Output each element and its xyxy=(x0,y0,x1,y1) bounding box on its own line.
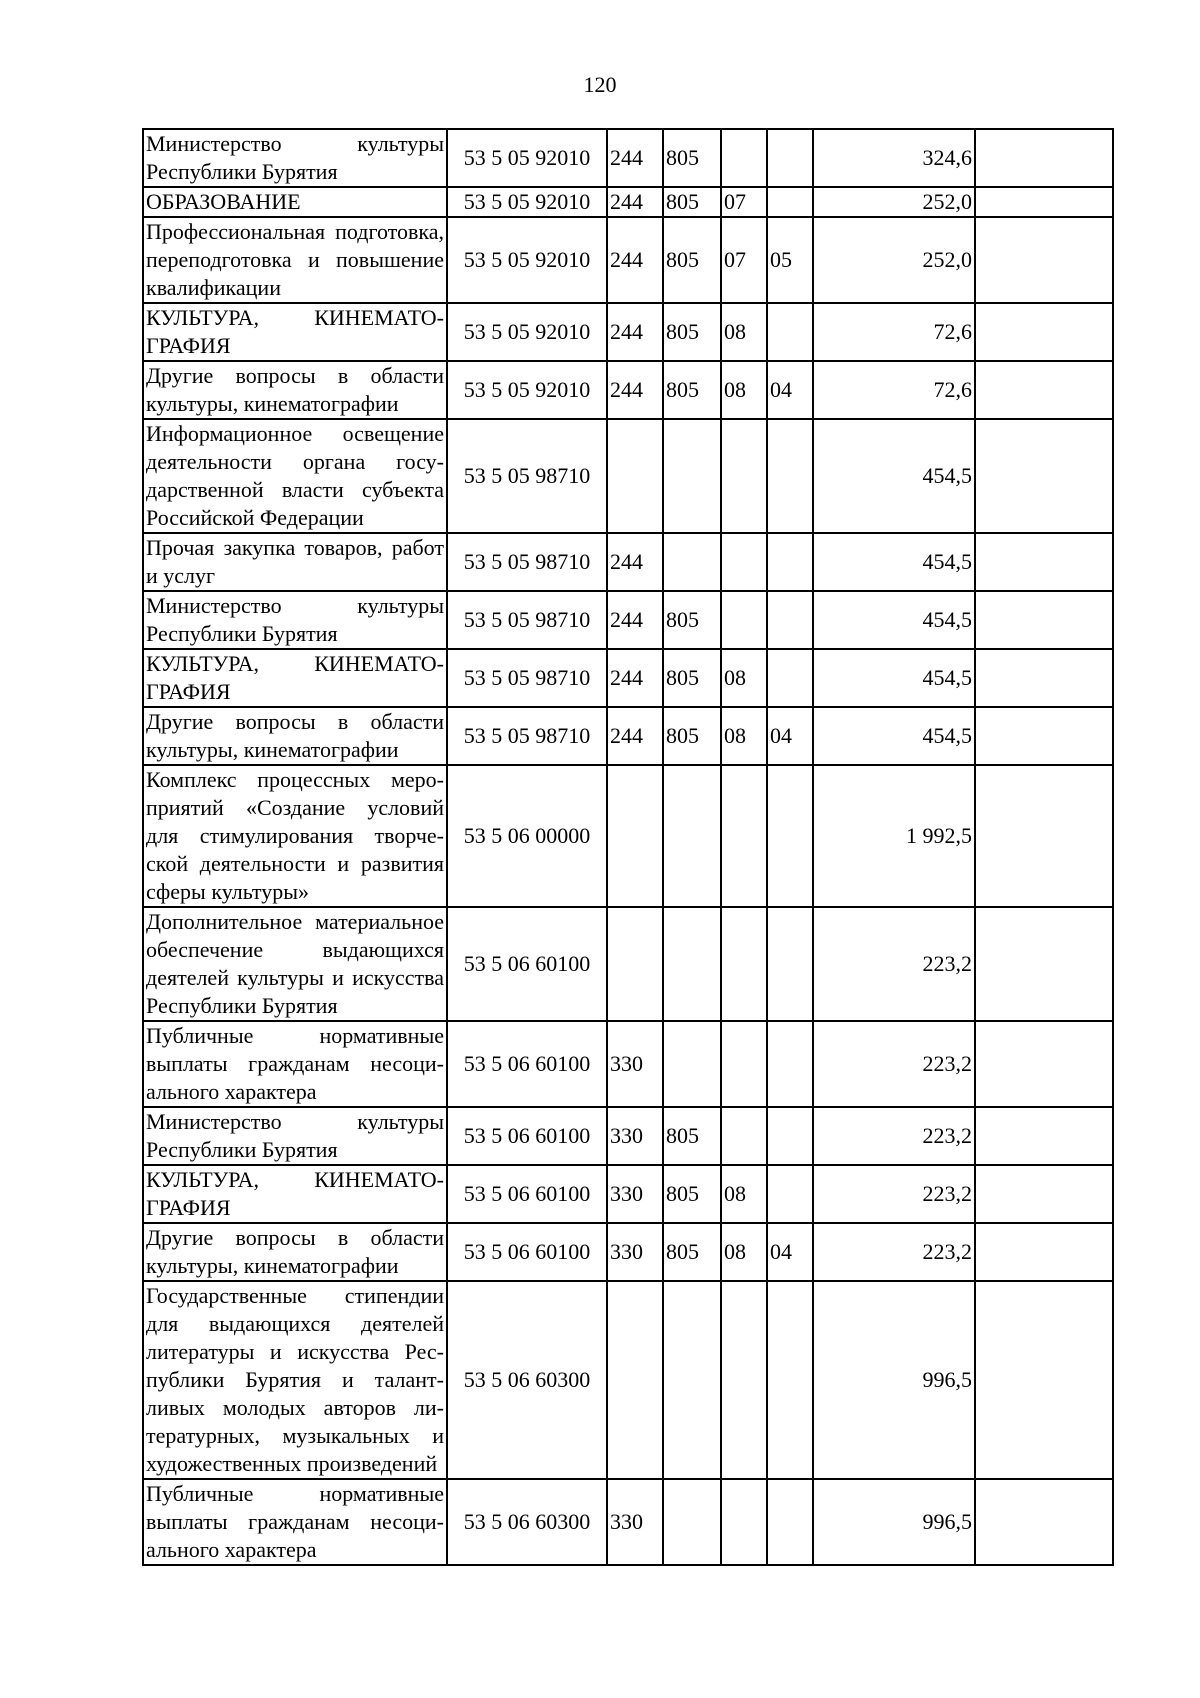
row-expense-type: 244 xyxy=(607,303,663,361)
row-name: КУЛЬТУРА, КИНЕМАТОГРАФИЯ xyxy=(143,303,447,361)
row-extra xyxy=(975,1107,1113,1165)
row-ministry-code: 805 xyxy=(663,361,721,419)
row-section xyxy=(721,129,767,187)
row-amount: 996,5 xyxy=(813,1479,975,1565)
row-extra xyxy=(975,765,1113,907)
table-row xyxy=(143,187,1113,217)
row-ministry-code: 805 xyxy=(663,187,721,217)
row-amount: 223,2 xyxy=(813,1021,975,1107)
row-section xyxy=(721,1021,767,1107)
table-row xyxy=(143,1281,1113,1479)
row-ministry-code: 805 xyxy=(663,649,721,707)
row-extra xyxy=(975,1021,1113,1107)
row-target-article: 53 5 05 98710 xyxy=(447,591,607,649)
row-ministry-code xyxy=(663,907,721,1021)
row-section xyxy=(721,1107,767,1165)
page-number: 120 xyxy=(583,72,617,97)
row-extra xyxy=(975,129,1113,187)
table-row xyxy=(143,591,1113,649)
table-row xyxy=(143,361,1113,419)
row-subsection xyxy=(767,1479,813,1565)
row-ministry-code xyxy=(663,765,721,907)
row-section: 08 xyxy=(721,649,767,707)
table-row xyxy=(143,649,1113,707)
row-extra xyxy=(975,591,1113,649)
table-row xyxy=(143,303,1113,361)
row-amount: 223,2 xyxy=(813,1223,975,1281)
row-target-article: 53 5 06 60300 xyxy=(447,1479,607,1565)
row-extra xyxy=(975,907,1113,1021)
table-row xyxy=(143,129,1113,187)
row-subsection: 04 xyxy=(767,707,813,765)
row-name: КУЛЬТУРА, КИНЕМАТОГРАФИЯ xyxy=(143,1165,447,1223)
row-expense-type xyxy=(607,765,663,907)
row-subsection: 04 xyxy=(767,1223,813,1281)
row-section: 08 xyxy=(721,1223,767,1281)
row-expense-type: 244 xyxy=(607,187,663,217)
row-amount: 454,5 xyxy=(813,649,975,707)
row-amount: 72,6 xyxy=(813,361,975,419)
row-section: 08 xyxy=(721,1165,767,1223)
row-subsection xyxy=(767,907,813,1021)
row-subsection: 04 xyxy=(767,361,813,419)
row-section: 08 xyxy=(721,303,767,361)
table-row xyxy=(143,765,1113,907)
table-row xyxy=(143,1479,1113,1565)
row-target-article: 53 5 05 98710 xyxy=(447,649,607,707)
row-subsection: 05 xyxy=(767,217,813,303)
row-target-article: 53 5 06 60100 xyxy=(447,1021,607,1107)
row-name: Другие вопросы в области культуры, кинематографии xyxy=(143,707,447,765)
row-extra xyxy=(975,1479,1113,1565)
row-extra xyxy=(975,1281,1113,1479)
row-extra xyxy=(975,533,1113,591)
row-expense-type: 244 xyxy=(607,591,663,649)
row-amount: 223,2 xyxy=(813,1165,975,1223)
row-name: Профессиональная подготовка, переподготовка и повышение квалификации xyxy=(143,217,447,303)
row-expense-type: 244 xyxy=(607,217,663,303)
row-expense-type: 244 xyxy=(607,361,663,419)
row-expense-type: 330 xyxy=(607,1107,663,1165)
row-subsection xyxy=(767,533,813,591)
row-subsection xyxy=(767,129,813,187)
row-expense-type: 330 xyxy=(607,1223,663,1281)
row-section xyxy=(721,419,767,533)
row-subsection xyxy=(767,419,813,533)
row-expense-type: 330 xyxy=(607,1021,663,1107)
row-amount: 996,5 xyxy=(813,1281,975,1479)
row-amount: 1 992,5 xyxy=(813,765,975,907)
table-row xyxy=(143,907,1113,1021)
row-ministry-code: 805 xyxy=(663,303,721,361)
row-extra xyxy=(975,361,1113,419)
row-amount: 252,0 xyxy=(813,187,975,217)
row-ministry-code: 805 xyxy=(663,129,721,187)
row-expense-type: 244 xyxy=(607,533,663,591)
row-name: Министерство культуры Республики Бурятия xyxy=(143,1107,447,1165)
row-ministry-code xyxy=(663,1021,721,1107)
row-target-article: 53 5 05 98710 xyxy=(447,707,607,765)
row-subsection xyxy=(767,1021,813,1107)
row-expense-type xyxy=(607,419,663,533)
row-target-article: 53 5 06 60100 xyxy=(447,1165,607,1223)
row-ministry-code: 805 xyxy=(663,591,721,649)
row-target-article: 53 5 05 92010 xyxy=(447,361,607,419)
row-expense-type xyxy=(607,1281,663,1479)
row-subsection xyxy=(767,303,813,361)
row-section: 07 xyxy=(721,217,767,303)
table-row xyxy=(143,217,1113,303)
row-extra xyxy=(975,1165,1113,1223)
row-name: Прочая закупка товаров, работ и услуг xyxy=(143,533,447,591)
row-target-article: 53 5 06 60300 xyxy=(447,1281,607,1479)
row-amount: 454,5 xyxy=(813,707,975,765)
table-row xyxy=(143,1021,1113,1107)
row-subsection xyxy=(767,765,813,907)
row-target-article: 53 5 06 60100 xyxy=(447,1107,607,1165)
row-target-article: 53 5 05 92010 xyxy=(447,129,607,187)
row-section: 07 xyxy=(721,187,767,217)
row-name: КУЛЬТУРА, КИНЕМАТОГРАФИЯ xyxy=(143,649,447,707)
row-ministry-code: 805 xyxy=(663,1223,721,1281)
row-target-article: 53 5 05 92010 xyxy=(447,217,607,303)
row-subsection xyxy=(767,187,813,217)
row-extra xyxy=(975,303,1113,361)
row-expense-type: 330 xyxy=(607,1479,663,1565)
row-expense-type: 244 xyxy=(607,649,663,707)
row-subsection xyxy=(767,591,813,649)
table-body xyxy=(143,129,1113,1565)
row-target-article: 53 5 05 92010 xyxy=(447,303,607,361)
row-name: Другие вопросы в области культуры, кинематографии xyxy=(143,1223,447,1281)
row-subsection xyxy=(767,1107,813,1165)
row-amount: 223,2 xyxy=(813,1107,975,1165)
row-target-article: 53 5 06 60100 xyxy=(447,1223,607,1281)
row-section xyxy=(721,765,767,907)
row-subsection xyxy=(767,1281,813,1479)
row-amount: 454,5 xyxy=(813,591,975,649)
row-section xyxy=(721,533,767,591)
row-ministry-code xyxy=(663,1281,721,1479)
row-ministry-code: 805 xyxy=(663,707,721,765)
row-extra xyxy=(975,187,1113,217)
row-expense-type xyxy=(607,907,663,1021)
row-extra xyxy=(975,419,1113,533)
row-name: Публичные нормативные выплаты гражданам несоциального характера xyxy=(143,1021,447,1107)
row-amount: 72,6 xyxy=(813,303,975,361)
row-name: Информационное освещение деятельности органа государственной власти субъекта Российской Федерации xyxy=(143,419,447,533)
row-target-article: 53 5 05 98710 xyxy=(447,419,607,533)
row-ministry-code xyxy=(663,419,721,533)
row-section xyxy=(721,1479,767,1565)
row-section: 08 xyxy=(721,361,767,419)
row-amount: 454,5 xyxy=(813,419,975,533)
row-expense-type: 244 xyxy=(607,707,663,765)
row-extra xyxy=(975,649,1113,707)
row-target-article: 53 5 05 92010 xyxy=(447,187,607,217)
budget-table xyxy=(142,128,1114,1566)
row-name: Другие вопросы в области культуры, кинематографии xyxy=(143,361,447,419)
row-extra xyxy=(975,1223,1113,1281)
row-name: Государственные стипендии для выдающихся деятелей литературы и искусства Республики Бурятия и талантливых молодых авторов литературных, музыкальных и художественных произведений xyxy=(143,1281,447,1479)
row-expense-type: 244 xyxy=(607,129,663,187)
row-amount: 223,2 xyxy=(813,907,975,1021)
row-ministry-code xyxy=(663,1479,721,1565)
row-expense-type: 330 xyxy=(607,1165,663,1223)
table-row xyxy=(143,707,1113,765)
table-row xyxy=(143,1223,1113,1281)
row-target-article: 53 5 06 60100 xyxy=(447,907,607,1021)
row-subsection xyxy=(767,1165,813,1223)
row-section xyxy=(721,1281,767,1479)
row-section xyxy=(721,591,767,649)
row-extra xyxy=(975,707,1113,765)
row-section xyxy=(721,907,767,1021)
row-target-article: 53 5 05 98710 xyxy=(447,533,607,591)
row-ministry-code xyxy=(663,533,721,591)
row-extra xyxy=(975,217,1113,303)
row-amount: 324,6 xyxy=(813,129,975,187)
row-target-article: 53 5 06 00000 xyxy=(447,765,607,907)
row-name: Министерство культуры Республики Бурятия xyxy=(143,591,447,649)
row-section: 08 xyxy=(721,707,767,765)
row-subsection xyxy=(767,649,813,707)
row-ministry-code: 805 xyxy=(663,217,721,303)
row-name: Публичные нормативные выплаты гражданам несоциального характера xyxy=(143,1479,447,1565)
row-name: Министерство культуры Республики Бурятия xyxy=(143,129,447,187)
table-row xyxy=(143,533,1113,591)
row-name: ОБРАЗОВАНИЕ xyxy=(143,187,447,217)
table-row xyxy=(143,419,1113,533)
table-row xyxy=(143,1165,1113,1223)
table-row xyxy=(143,1107,1113,1165)
row-name: Комплекс процессных мероприятий «Создание условий для стимулирования творческой деятельности и развития сферы культуры» xyxy=(143,765,447,907)
row-amount: 252,0 xyxy=(813,217,975,303)
row-ministry-code: 805 xyxy=(663,1165,721,1223)
row-ministry-code: 805 xyxy=(663,1107,721,1165)
row-name: Дополнительное материальное обеспечение выдающихся деятелей культуры и искусства Республики Бурятия xyxy=(143,907,447,1021)
row-amount: 454,5 xyxy=(813,533,975,591)
